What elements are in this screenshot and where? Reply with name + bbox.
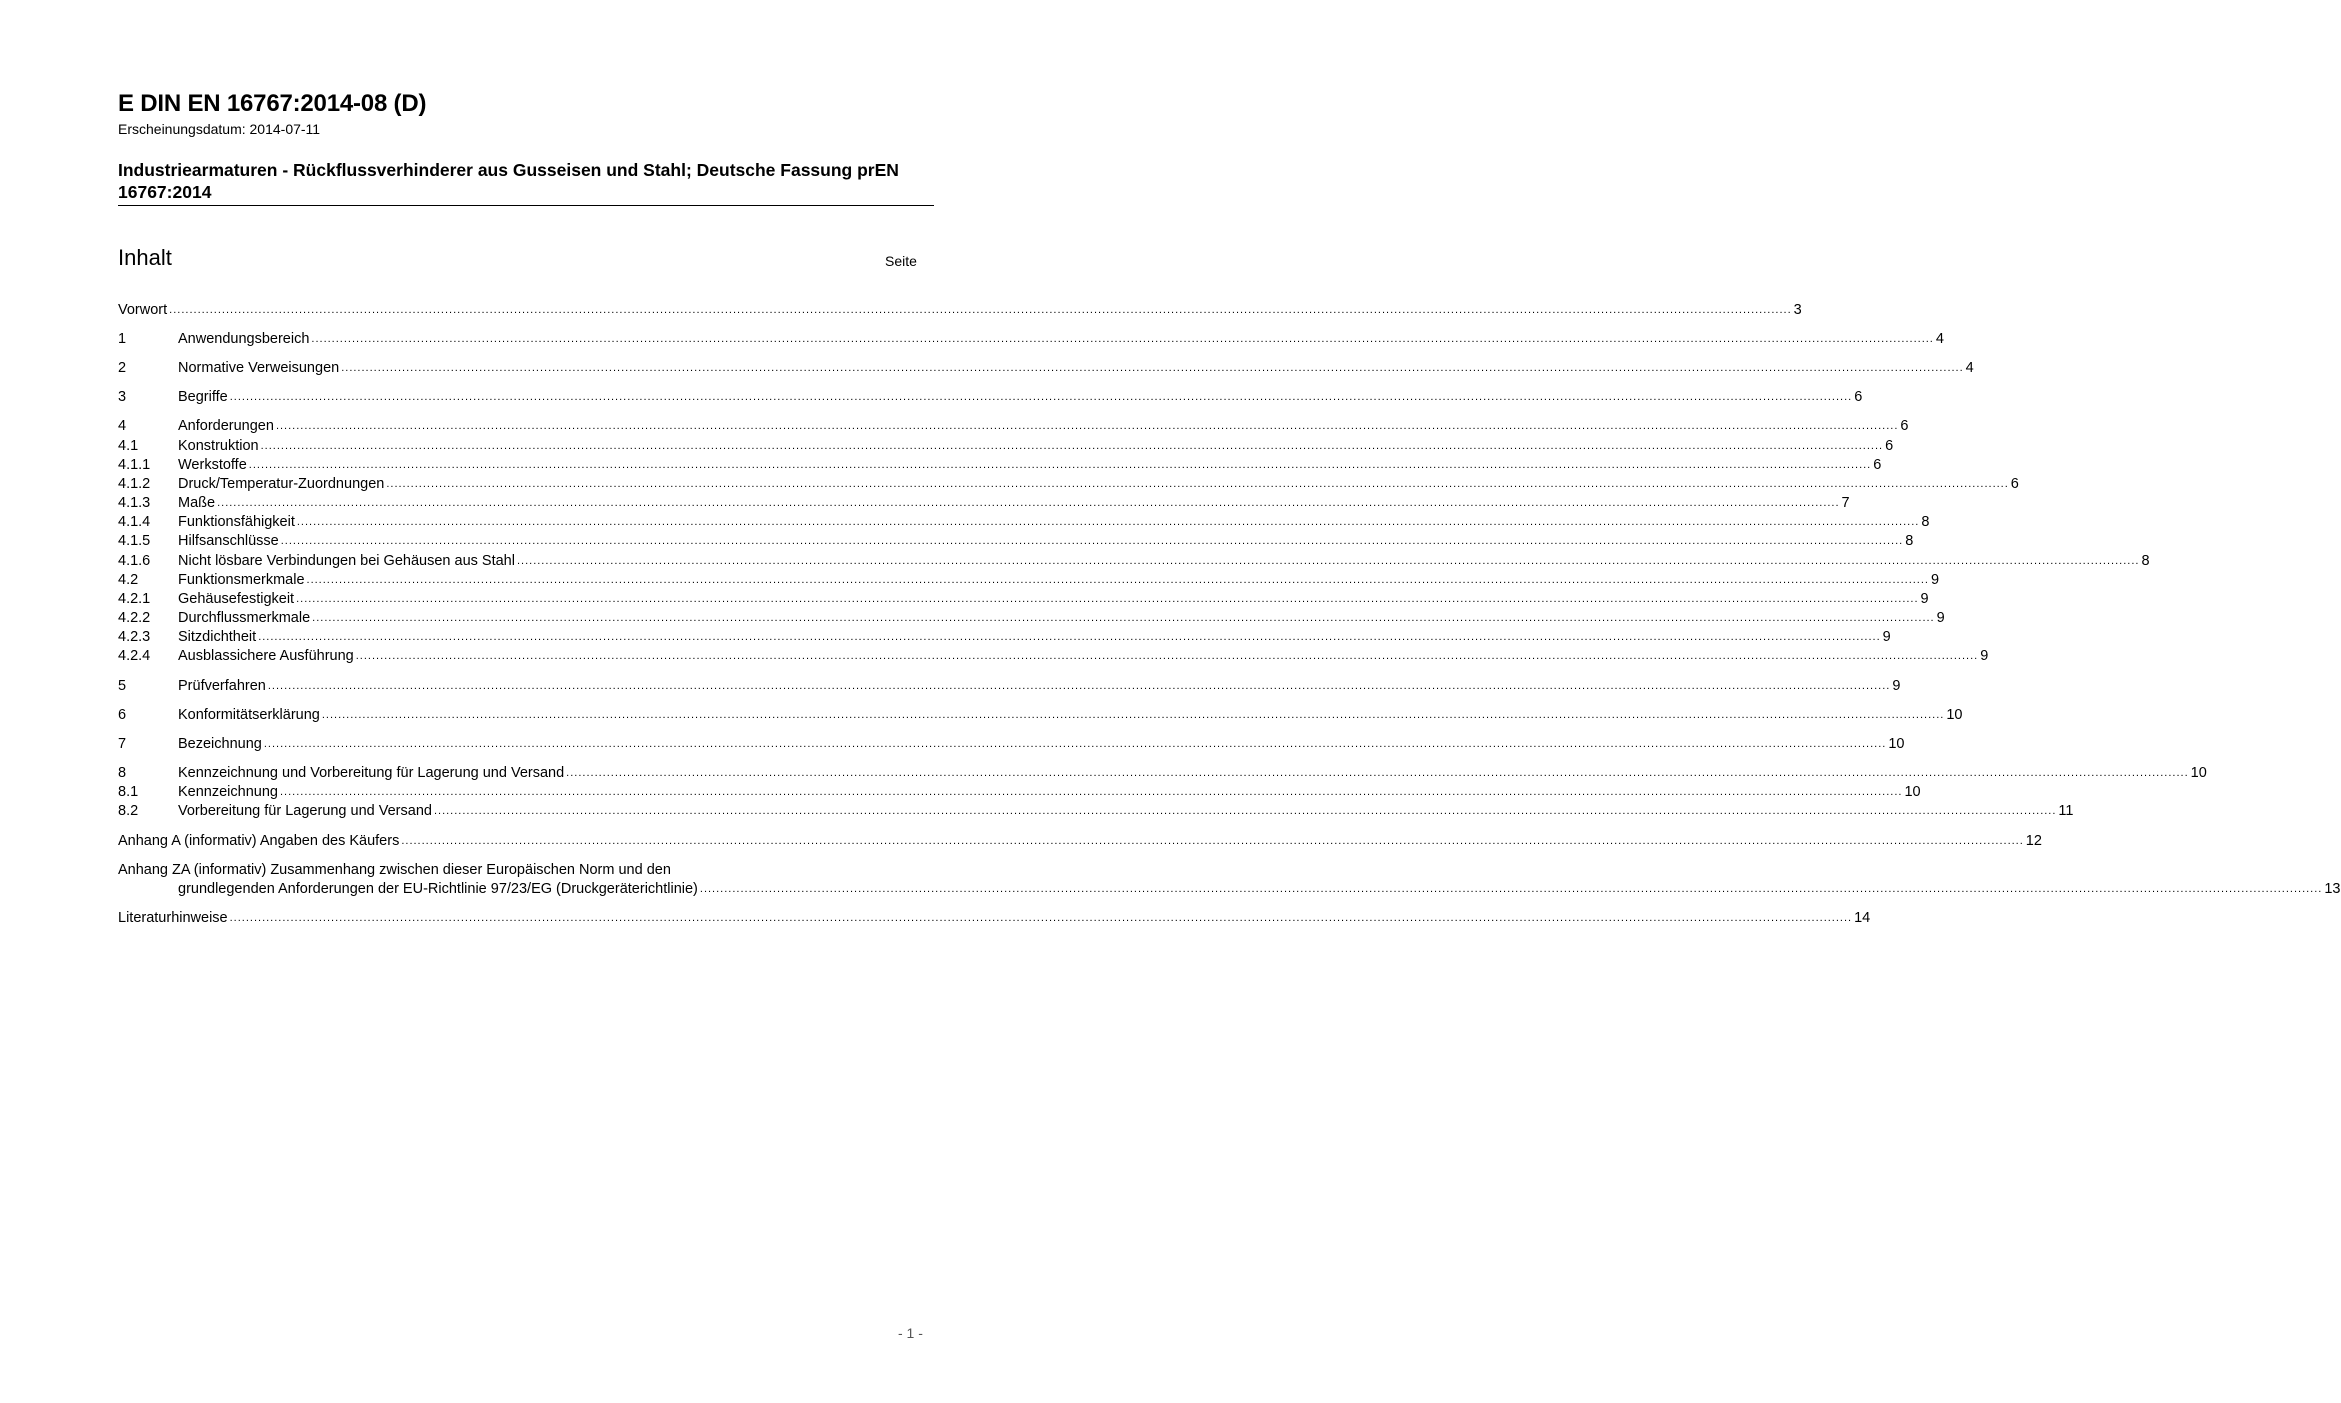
toc-dot-leader: ................................................................................................................................................................................................................................................................................................................................................................................................................ [229, 391, 1853, 403]
toc-entry[interactable] [118, 832, 2042, 851]
toc-entry-page: 14 [1854, 910, 1871, 926]
toc-entry[interactable] [118, 764, 2207, 783]
toc-entry-number: 4.1 [118, 438, 139, 454]
page-number: - 1 - [898, 1325, 923, 1341]
toc-entry-number: 8.2 [118, 803, 139, 819]
toc-entry-text: Maße [178, 495, 216, 511]
toc-dot-leader: ................................................................................................................................................................................................................................................................................................................................................................................................................ [566, 767, 2189, 779]
toc-entry[interactable] [118, 301, 1802, 320]
table-of-contents [118, 0, 2341, 1403]
toc-entry-number: 4.2.4 [118, 648, 151, 664]
toc-entry-number: 4.1.1 [118, 457, 151, 473]
toc-entry-text: Nicht lösbare Verbindungen bei Gehäusen aus Stahl [178, 553, 515, 569]
toc-dot-leader: ................................................................................................................................................................................................................................................................................................................................................................................................................ [296, 593, 1919, 605]
toc-entry[interactable] [118, 388, 1863, 407]
toc-entry[interactable] [118, 513, 1930, 532]
toc-entry-page: 8 [1921, 514, 1930, 530]
toc-dot-leader: ................................................................................................................................................................................................................................................................................................................................................................................................................ [279, 786, 1903, 798]
toc-dot-leader: ................................................................................................................................................................................................................................................................................................................................................................................................................ [258, 631, 1881, 643]
toc-entry-number: 4.2 [118, 572, 139, 588]
publication-date: Erscheinungsdatum: 2014-07-11 [118, 121, 321, 137]
toc-entry-number: 4 [118, 418, 127, 434]
toc-entry-page: 6 [1885, 438, 1894, 454]
toc-entry-number: 3 [118, 389, 127, 405]
toc-entry[interactable] [118, 647, 1989, 666]
toc-dot-leader: ................................................................................................................................................................................................................................................................................................................................................................................................................ [229, 912, 1853, 924]
toc-entry-number: 4.1.5 [118, 533, 151, 549]
toc-entry-page: 6 [1873, 457, 1882, 473]
toc-entry-number: 4.2.1 [118, 591, 151, 607]
toc-entry-text: Bezeichnung [178, 736, 262, 752]
toc-entry-text: Ausblassichere Ausführung [178, 648, 354, 664]
toc-entry-text: Kennzeichnung [178, 784, 278, 800]
toc-heading: Inhalt [118, 245, 172, 270]
toc-dot-leader: ................................................................................................................................................................................................................................................................................................................................................................................................................ [401, 835, 2024, 847]
toc-entry-text: Kennzeichnung und Vorbereitung für Lagerung und Versand [178, 765, 565, 781]
toc-entry-page: 10 [1946, 707, 1963, 723]
toc-entry[interactable] [118, 609, 1945, 628]
toc-entry-page: 6 [1854, 389, 1863, 405]
toc-entry[interactable] [118, 552, 2150, 571]
toc-dot-leader: ................................................................................................................................................................................................................................................................................................................................................................................................................ [280, 535, 1904, 547]
toc-entry-text: Vorwort [118, 302, 168, 318]
toc-entry-number: 4.2.2 [118, 610, 151, 626]
toc-entry-page: 13 [2324, 881, 2341, 897]
toc-entry-text: Anforderungen [178, 418, 274, 434]
toc-entry-number: 4.1.2 [118, 476, 151, 492]
toc-entry-page: 9 [1980, 648, 1989, 664]
toc-entry[interactable] [118, 677, 1901, 696]
document-title: Industriearmaturen - Rückflussverhinderer aus Gusseisen und Stahl; Deutsche Fassung prEN 16767:2014 [118, 159, 934, 206]
toc-entry[interactable] [118, 628, 1891, 647]
toc-entry-page: 4 [1965, 360, 1974, 376]
toc-entry-page: 3 [1793, 302, 1802, 318]
toc-entry-text: Hilfsanschlüsse [178, 533, 279, 549]
toc-entry-text: Durchflussmerkmale [178, 610, 311, 626]
toc-dot-leader: ................................................................................................................................................................................................................................................................................................................................................................................................................ [248, 459, 1872, 471]
toc-entry-number: 8.1 [118, 784, 139, 800]
toc-entry-page: 12 [2025, 833, 2042, 849]
toc-entry-page: 6 [1900, 418, 1909, 434]
toc-entry[interactable] [118, 861, 2341, 899]
toc-dot-leader: ................................................................................................................................................................................................................................................................................................................................................................................................................ [296, 516, 1920, 528]
toc-entry-text-continued: grundlegenden Anforderungen der EU-Richtlinie 97/23/EG (Druckgeräterichtlinie) [178, 881, 698, 897]
toc-dot-leader: ................................................................................................................................................................................................................................................................................................................................................................................................................ [699, 883, 2323, 895]
toc-entry-number: 4.1.3 [118, 495, 151, 511]
toc-entry-text: Anhang A (informativ) Angaben des Käufers [118, 833, 400, 849]
toc-entry-page: 9 [1930, 572, 1940, 588]
toc-entry-page: 9 [1892, 678, 1901, 694]
toc-entry-page: 11 [2058, 803, 2074, 819]
toc-dot-leader: ................................................................................................................................................................................................................................................................................................................................................................................................................ [355, 650, 1979, 662]
toc-entry-text: Gehäusefestigkeit [178, 591, 295, 607]
toc-entry-text: Anwendungsbereich [178, 331, 310, 347]
toc-entry[interactable] [118, 437, 1894, 456]
toc-dot-leader: ................................................................................................................................................................................................................................................................................................................................................................................................................ [263, 738, 1887, 750]
toc-dot-leader: ................................................................................................................................................................................................................................................................................................................................................................................................................ [386, 478, 2009, 490]
toc-entry[interactable] [118, 590, 1929, 609]
toc-entry-page: 8 [1905, 533, 1914, 549]
toc-dot-leader: ................................................................................................................................................................................................................................................................................................................................................................................................................ [321, 709, 1945, 721]
toc-dot-leader: ................................................................................................................................................................................................................................................................................................................................................................................................................ [267, 680, 1891, 692]
toc-dot-leader: ................................................................................................................................................................................................................................................................................................................................................................................................................ [311, 333, 1934, 345]
toc-entry-text: Normative Verweisungen [178, 360, 340, 376]
toc-entry-page: 9 [1920, 591, 1929, 607]
toc-dot-leader: ................................................................................................................................................................................................................................................................................................................................................................................................................ [169, 304, 1792, 316]
toc-entry[interactable] [118, 735, 1905, 754]
toc-entry-page: 9 [1936, 610, 1945, 626]
toc-dot-leader: ................................................................................................................................................................................................................................................................................................................................................................................................................ [433, 805, 2057, 817]
toc-entry-number: 4.1.4 [118, 514, 151, 530]
document-id: E DIN EN 16767:2014-08 (D) [118, 90, 427, 117]
toc-entry-text: Werkstoffe [178, 457, 247, 473]
toc-entry-page: 7 [1841, 495, 1850, 511]
toc-entry-number: 1 [118, 331, 127, 347]
toc-entry[interactable] [118, 475, 2019, 494]
toc-entry[interactable] [118, 909, 1871, 928]
toc-entry[interactable] [118, 571, 1940, 590]
toc-dot-leader: ................................................................................................................................................................................................................................................................................................................................................................................................................ [341, 362, 1964, 374]
toc-entry-page: 10 [1888, 736, 1905, 752]
toc-entry[interactable] [118, 783, 1921, 802]
toc-entry[interactable] [118, 532, 1914, 551]
toc-entry[interactable] [118, 494, 1850, 513]
toc-entry-text: Funktionsmerkmale [178, 572, 305, 588]
toc-entry-text: Anhang ZA (informativ) Zusammenhang zwischen dieser Europäischen Norm und den [118, 862, 671, 878]
toc-entry-number: 7 [118, 736, 127, 752]
toc-entry-text: Konformitätserklärung [178, 707, 320, 723]
toc-dot-leader: ................................................................................................................................................................................................................................................................................................................................................................................................................ [306, 574, 1929, 586]
toc-entry[interactable] [118, 417, 1909, 436]
toc-dot-leader: ................................................................................................................................................................................................................................................................................................................................................................................................................ [516, 555, 2140, 567]
toc-entry-page: 10 [2190, 765, 2207, 781]
toc-entry-text: Konstruktion [178, 438, 259, 454]
toc-entry[interactable] [118, 802, 2074, 821]
toc-dot-leader: ................................................................................................................................................................................................................................................................................................................................................................................................................ [275, 420, 1899, 432]
toc-dot-leader: ................................................................................................................................................................................................................................................................................................................................................................................................................ [217, 497, 1840, 509]
toc-entry[interactable] [118, 456, 1882, 475]
toc-entry-text: Vorbereitung für Lagerung und Versand [178, 803, 432, 819]
toc-entry-number: 6 [118, 707, 127, 723]
toc-entry[interactable] [118, 706, 1963, 725]
toc-dot-leader: ................................................................................................................................................................................................................................................................................................................................................................................................................ [260, 440, 1884, 452]
toc-entry-page: 10 [1904, 784, 1921, 800]
toc-entry-number: 8 [118, 765, 127, 781]
toc-entry[interactable] [118, 330, 1944, 349]
toc-entry-text: Literaturhinweise [118, 910, 228, 926]
toc-entry-number: 5 [118, 678, 127, 694]
toc-entry[interactable] [118, 359, 1974, 378]
toc-entry-number: 2 [118, 360, 127, 376]
toc-entry-page: 4 [1935, 331, 1944, 347]
toc-entry-number: 4.2.3 [118, 629, 151, 645]
toc-entry-page: 9 [1882, 629, 1891, 645]
toc-entry-text: Begriffe [178, 389, 228, 405]
toc-dot-leader: ................................................................................................................................................................................................................................................................................................................................................................................................................ [312, 612, 1935, 624]
toc-entry-page: 6 [2010, 476, 2019, 492]
toc-entry-text: Funktionsfähigkeit [178, 514, 295, 530]
toc-entry-number: 4.1.6 [118, 553, 151, 569]
toc-entry-page: 8 [2141, 553, 2150, 569]
toc-entry-text: Druck/Temperatur-Zuordnungen [178, 476, 385, 492]
toc-entry-text: Prüfverfahren [178, 678, 266, 694]
toc-page-column-label: Seite [885, 253, 917, 269]
toc-entry-text: Sitzdichtheit [178, 629, 257, 645]
